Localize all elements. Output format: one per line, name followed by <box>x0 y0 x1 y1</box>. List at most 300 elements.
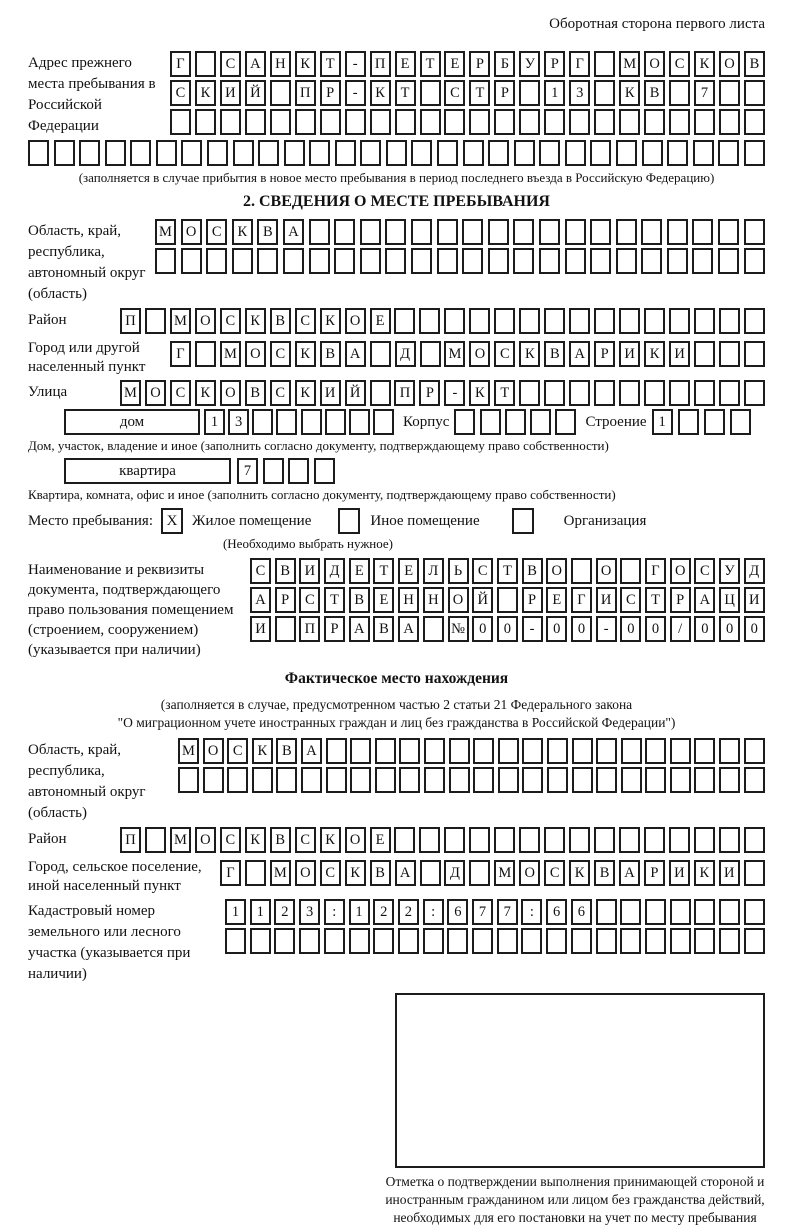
char-cell[interactable]: 0 <box>497 616 518 642</box>
char-cell[interactable] <box>399 738 420 764</box>
char-cell[interactable] <box>514 140 535 166</box>
char-cell[interactable]: В <box>275 558 296 584</box>
char-cell[interactable]: О <box>345 827 366 853</box>
char-cell[interactable] <box>195 341 216 367</box>
char-cell[interactable]: С <box>472 558 493 584</box>
char-cell[interactable] <box>555 409 576 435</box>
char-cell[interactable] <box>547 767 568 793</box>
char-cell[interactable]: М <box>270 860 291 886</box>
char-cell[interactable] <box>594 109 615 135</box>
document-row-2[interactable] <box>250 587 765 613</box>
char-cell[interactable]: Й <box>472 587 493 613</box>
char-cell[interactable] <box>669 80 690 106</box>
char-cell[interactable] <box>181 248 202 274</box>
char-cell[interactable]: / <box>670 616 691 642</box>
char-cell[interactable] <box>644 109 665 135</box>
char-cell[interactable] <box>334 248 355 274</box>
char-cell[interactable] <box>335 140 356 166</box>
char-cell[interactable]: Д <box>444 860 465 886</box>
char-cell[interactable] <box>619 380 640 406</box>
char-cell[interactable] <box>571 928 592 954</box>
char-cell[interactable] <box>295 109 316 135</box>
char-cell[interactable] <box>719 80 740 106</box>
char-cell[interactable] <box>519 80 540 106</box>
raion-row[interactable] <box>120 308 765 334</box>
char-cell[interactable] <box>644 308 665 334</box>
char-cell[interactable] <box>719 899 740 925</box>
char-cell[interactable] <box>227 767 248 793</box>
char-cell[interactable]: М <box>619 51 640 77</box>
char-cell[interactable]: Д <box>744 558 765 584</box>
char-cell[interactable]: В <box>270 827 291 853</box>
char-cell[interactable]: К <box>252 738 273 764</box>
char-cell[interactable]: О <box>345 308 366 334</box>
char-cell[interactable] <box>744 308 765 334</box>
char-cell[interactable]: В <box>373 616 394 642</box>
char-cell[interactable] <box>320 109 341 135</box>
char-cell[interactable]: А <box>283 219 304 245</box>
char-cell[interactable] <box>454 409 475 435</box>
char-cell[interactable] <box>730 409 751 435</box>
char-cell[interactable] <box>155 248 176 274</box>
checkbox-zhiloe[interactable] <box>161 508 183 534</box>
char-cell[interactable] <box>411 219 432 245</box>
char-cell[interactable]: К <box>370 80 391 106</box>
char-cell[interactable] <box>594 380 615 406</box>
char-cell[interactable]: 0 <box>571 616 592 642</box>
char-cell[interactable] <box>463 140 484 166</box>
char-cell[interactable] <box>385 248 406 274</box>
char-cell[interactable] <box>373 409 394 435</box>
oblast-row-2[interactable] <box>155 248 765 274</box>
char-cell[interactable]: В <box>349 587 370 613</box>
char-cell[interactable] <box>309 248 330 274</box>
fact-oblast-row-2[interactable] <box>178 767 765 793</box>
char-cell[interactable]: Р <box>522 587 543 613</box>
char-cell[interactable]: Г <box>645 558 666 584</box>
char-cell[interactable]: 1 <box>225 899 246 925</box>
char-cell[interactable] <box>539 219 560 245</box>
char-cell[interactable]: А <box>301 738 322 764</box>
char-cell[interactable]: О <box>203 738 224 764</box>
char-cell[interactable] <box>257 248 278 274</box>
char-cell[interactable] <box>594 827 615 853</box>
char-cell[interactable] <box>360 219 381 245</box>
char-cell[interactable] <box>692 248 713 274</box>
char-cell[interactable]: К <box>195 80 216 106</box>
char-cell[interactable] <box>473 738 494 764</box>
char-cell[interactable] <box>670 767 691 793</box>
char-cell[interactable] <box>274 928 295 954</box>
char-cell[interactable]: С <box>320 860 341 886</box>
char-cell[interactable] <box>544 380 565 406</box>
char-cell[interactable] <box>419 827 440 853</box>
char-cell[interactable]: Г <box>571 587 592 613</box>
char-cell[interactable] <box>156 140 177 166</box>
char-cell[interactable]: 2 <box>398 899 419 925</box>
char-cell[interactable]: К <box>232 219 253 245</box>
char-cell[interactable]: Е <box>349 558 370 584</box>
char-cell[interactable]: К <box>469 380 490 406</box>
char-cell[interactable] <box>519 308 540 334</box>
char-cell[interactable] <box>473 767 494 793</box>
char-cell[interactable]: П <box>394 380 415 406</box>
char-cell[interactable] <box>309 140 330 166</box>
char-cell[interactable]: О <box>644 51 665 77</box>
char-cell[interactable] <box>263 458 284 484</box>
char-cell[interactable] <box>424 767 445 793</box>
char-cell[interactable]: М <box>120 380 141 406</box>
char-cell[interactable]: И <box>719 860 740 886</box>
char-cell[interactable]: Т <box>645 587 666 613</box>
char-cell[interactable] <box>334 219 355 245</box>
char-cell[interactable]: № <box>448 616 469 642</box>
char-cell[interactable]: С <box>270 341 291 367</box>
char-cell[interactable]: Т <box>395 80 416 106</box>
char-cell[interactable] <box>349 928 370 954</box>
char-cell[interactable] <box>571 558 592 584</box>
char-cell[interactable] <box>522 767 543 793</box>
char-cell[interactable] <box>569 827 590 853</box>
char-cell[interactable] <box>692 219 713 245</box>
char-cell[interactable] <box>569 109 590 135</box>
char-cell[interactable] <box>546 928 567 954</box>
char-cell[interactable] <box>276 409 297 435</box>
char-cell[interactable] <box>398 928 419 954</box>
char-cell[interactable]: О <box>719 51 740 77</box>
char-cell[interactable]: Т <box>469 80 490 106</box>
char-cell[interactable] <box>744 109 765 135</box>
char-cell[interactable] <box>437 248 458 274</box>
char-cell[interactable]: М <box>220 341 241 367</box>
char-cell[interactable]: С <box>494 341 515 367</box>
char-cell[interactable] <box>744 140 765 166</box>
char-cell[interactable] <box>669 109 690 135</box>
char-cell[interactable]: 3 <box>569 80 590 106</box>
char-cell[interactable] <box>497 928 518 954</box>
char-cell[interactable] <box>565 140 586 166</box>
char-cell[interactable] <box>645 928 666 954</box>
char-cell[interactable] <box>513 248 534 274</box>
char-cell[interactable]: Н <box>423 587 444 613</box>
char-cell[interactable] <box>252 409 273 435</box>
char-cell[interactable]: 0 <box>694 616 715 642</box>
char-cell[interactable] <box>469 308 490 334</box>
char-cell[interactable] <box>565 248 586 274</box>
char-cell[interactable]: М <box>444 341 465 367</box>
char-cell[interactable]: И <box>669 860 690 886</box>
char-cell[interactable] <box>744 899 765 925</box>
char-cell[interactable] <box>252 767 273 793</box>
char-cell[interactable] <box>719 109 740 135</box>
char-cell[interactable] <box>360 140 381 166</box>
char-cell[interactable] <box>207 140 228 166</box>
char-cell[interactable] <box>669 308 690 334</box>
char-cell[interactable]: О <box>295 860 316 886</box>
char-cell[interactable] <box>283 248 304 274</box>
char-cell[interactable] <box>569 380 590 406</box>
char-cell[interactable]: 6 <box>447 899 468 925</box>
char-cell[interactable]: С <box>620 587 641 613</box>
char-cell[interactable]: Р <box>494 80 515 106</box>
char-cell[interactable]: Е <box>370 308 391 334</box>
char-cell[interactable]: Р <box>469 51 490 77</box>
char-cell[interactable]: 1 <box>652 409 673 435</box>
char-cell[interactable] <box>324 928 345 954</box>
char-cell[interactable] <box>79 140 100 166</box>
char-cell[interactable] <box>565 219 586 245</box>
char-cell[interactable]: И <box>619 341 640 367</box>
char-cell[interactable] <box>620 558 641 584</box>
char-cell[interactable]: У <box>719 558 740 584</box>
char-cell[interactable] <box>744 738 765 764</box>
char-cell[interactable]: Г <box>170 51 191 77</box>
char-cell[interactable]: Й <box>245 80 266 106</box>
char-cell[interactable] <box>645 738 666 764</box>
char-cell[interactable]: С <box>206 219 227 245</box>
char-cell[interactable]: К <box>694 51 715 77</box>
dom-cells[interactable] <box>204 409 394 435</box>
char-cell[interactable] <box>497 587 518 613</box>
char-cell[interactable] <box>195 109 216 135</box>
char-cell[interactable]: А <box>398 616 419 642</box>
char-cell[interactable]: В <box>744 51 765 77</box>
char-cell[interactable]: В <box>320 341 341 367</box>
prev-address-row-3[interactable] <box>170 109 765 135</box>
char-cell[interactable] <box>641 248 662 274</box>
char-cell[interactable] <box>233 140 254 166</box>
char-cell[interactable] <box>301 767 322 793</box>
char-cell[interactable] <box>494 109 515 135</box>
char-cell[interactable] <box>719 767 740 793</box>
char-cell[interactable] <box>181 140 202 166</box>
char-cell[interactable] <box>325 409 346 435</box>
char-cell[interactable] <box>488 219 509 245</box>
char-cell[interactable] <box>620 899 641 925</box>
char-cell[interactable] <box>642 140 663 166</box>
char-cell[interactable]: А <box>245 51 266 77</box>
char-cell[interactable] <box>301 409 322 435</box>
kvartira-cells[interactable] <box>237 458 335 484</box>
char-cell[interactable]: В <box>257 219 278 245</box>
char-cell[interactable] <box>547 738 568 764</box>
char-cell[interactable] <box>645 899 666 925</box>
char-cell[interactable] <box>220 109 241 135</box>
char-cell[interactable]: Т <box>420 51 441 77</box>
char-cell[interactable]: М <box>155 219 176 245</box>
char-cell[interactable] <box>462 219 483 245</box>
char-cell[interactable]: - <box>345 51 366 77</box>
char-cell[interactable] <box>539 140 560 166</box>
char-cell[interactable]: С <box>669 51 690 77</box>
char-cell[interactable]: О <box>546 558 567 584</box>
char-cell[interactable] <box>225 928 246 954</box>
char-cell[interactable] <box>288 458 309 484</box>
char-cell[interactable]: К <box>569 860 590 886</box>
char-cell[interactable]: 0 <box>744 616 765 642</box>
char-cell[interactable] <box>494 827 515 853</box>
char-cell[interactable] <box>590 219 611 245</box>
char-cell[interactable]: Е <box>395 51 416 77</box>
char-cell[interactable]: К <box>644 341 665 367</box>
char-cell[interactable] <box>498 738 519 764</box>
kadastr-row-1[interactable] <box>225 899 765 925</box>
char-cell[interactable]: 7 <box>694 80 715 106</box>
char-cell[interactable] <box>472 928 493 954</box>
char-cell[interactable] <box>678 409 699 435</box>
char-cell[interactable] <box>596 738 617 764</box>
char-cell[interactable]: П <box>299 616 320 642</box>
char-cell[interactable]: 7 <box>497 899 518 925</box>
char-cell[interactable]: И <box>669 341 690 367</box>
char-cell[interactable]: С <box>295 827 316 853</box>
char-cell[interactable]: 1 <box>250 899 271 925</box>
char-cell[interactable]: В <box>522 558 543 584</box>
char-cell[interactable] <box>644 827 665 853</box>
char-cell[interactable] <box>420 341 441 367</box>
char-cell[interactable]: П <box>295 80 316 106</box>
char-cell[interactable]: 7 <box>472 899 493 925</box>
char-cell[interactable]: М <box>494 860 515 886</box>
char-cell[interactable] <box>667 140 688 166</box>
char-cell[interactable]: М <box>178 738 199 764</box>
char-cell[interactable]: 2 <box>373 899 394 925</box>
char-cell[interactable] <box>370 109 391 135</box>
char-cell[interactable] <box>411 248 432 274</box>
char-cell[interactable] <box>596 899 617 925</box>
char-cell[interactable]: С <box>220 308 241 334</box>
char-cell[interactable] <box>719 380 740 406</box>
char-cell[interactable]: О <box>145 380 166 406</box>
gorod-row[interactable] <box>170 341 765 367</box>
char-cell[interactable] <box>621 767 642 793</box>
kadastr-row-2[interactable] <box>225 928 765 954</box>
char-cell[interactable]: О <box>220 380 241 406</box>
char-cell[interactable] <box>694 109 715 135</box>
char-cell[interactable] <box>590 140 611 166</box>
char-cell[interactable] <box>744 827 765 853</box>
char-cell[interactable] <box>667 248 688 274</box>
char-cell[interactable] <box>469 860 490 886</box>
char-cell[interactable] <box>594 80 615 106</box>
fact-raion-row[interactable] <box>120 827 765 853</box>
char-cell[interactable] <box>54 140 75 166</box>
prev-address-row-4[interactable] <box>28 140 765 166</box>
char-cell[interactable]: С <box>170 80 191 106</box>
char-cell[interactable] <box>423 616 444 642</box>
char-cell[interactable] <box>170 109 191 135</box>
char-cell[interactable]: Г <box>569 51 590 77</box>
char-cell[interactable] <box>521 928 542 954</box>
char-cell[interactable] <box>498 767 519 793</box>
char-cell[interactable] <box>505 409 526 435</box>
char-cell[interactable] <box>544 827 565 853</box>
char-cell[interactable] <box>718 140 739 166</box>
char-cell[interactable] <box>449 738 470 764</box>
char-cell[interactable]: А <box>395 860 416 886</box>
char-cell[interactable]: Р <box>320 80 341 106</box>
char-cell[interactable]: - <box>522 616 543 642</box>
char-cell[interactable] <box>420 860 441 886</box>
char-cell[interactable] <box>437 219 458 245</box>
char-cell[interactable] <box>245 109 266 135</box>
char-cell[interactable]: О <box>195 308 216 334</box>
char-cell[interactable] <box>519 380 540 406</box>
char-cell[interactable] <box>195 51 216 77</box>
char-cell[interactable] <box>645 767 666 793</box>
char-cell[interactable]: С <box>170 380 191 406</box>
char-cell[interactable]: Й <box>345 380 366 406</box>
char-cell[interactable] <box>350 738 371 764</box>
char-cell[interactable] <box>694 380 715 406</box>
char-cell[interactable]: М <box>170 827 191 853</box>
char-cell[interactable] <box>394 308 415 334</box>
char-cell[interactable] <box>395 109 416 135</box>
korpus-cells[interactable] <box>454 409 576 435</box>
char-cell[interactable] <box>420 80 441 106</box>
char-cell[interactable] <box>419 308 440 334</box>
char-cell[interactable] <box>203 767 224 793</box>
char-cell[interactable]: А <box>694 587 715 613</box>
char-cell[interactable]: О <box>519 860 540 886</box>
prev-address-row-1[interactable] <box>170 51 765 77</box>
char-cell[interactable] <box>284 140 305 166</box>
char-cell[interactable]: Н <box>270 51 291 77</box>
char-cell[interactable] <box>669 827 690 853</box>
char-cell[interactable] <box>449 767 470 793</box>
char-cell[interactable]: А <box>569 341 590 367</box>
char-cell[interactable] <box>744 80 765 106</box>
char-cell[interactable] <box>105 140 126 166</box>
char-cell[interactable] <box>462 248 483 274</box>
ulitsa-row[interactable] <box>120 380 765 406</box>
char-cell[interactable] <box>644 380 665 406</box>
char-cell[interactable] <box>694 308 715 334</box>
char-cell[interactable]: И <box>250 616 271 642</box>
char-cell[interactable]: К <box>345 860 366 886</box>
char-cell[interactable]: В <box>544 341 565 367</box>
char-cell[interactable]: Д <box>324 558 345 584</box>
char-cell[interactable] <box>620 928 641 954</box>
char-cell[interactable] <box>444 827 465 853</box>
char-cell[interactable]: В <box>594 860 615 886</box>
char-cell[interactable] <box>522 738 543 764</box>
char-cell[interactable]: 1 <box>204 409 225 435</box>
char-cell[interactable] <box>373 928 394 954</box>
checkbox-inoe[interactable] <box>338 508 360 534</box>
char-cell[interactable]: И <box>320 380 341 406</box>
char-cell[interactable] <box>411 140 432 166</box>
char-cell[interactable] <box>519 109 540 135</box>
char-cell[interactable] <box>275 616 296 642</box>
char-cell[interactable] <box>694 928 715 954</box>
char-cell[interactable]: Р <box>324 616 345 642</box>
char-cell[interactable] <box>245 860 266 886</box>
char-cell[interactable]: В <box>370 860 391 886</box>
char-cell[interactable]: О <box>245 341 266 367</box>
char-cell[interactable] <box>480 409 501 435</box>
char-cell[interactable] <box>544 109 565 135</box>
prev-address-row-2[interactable] <box>170 80 765 106</box>
char-cell[interactable] <box>596 767 617 793</box>
char-cell[interactable] <box>258 140 279 166</box>
char-cell[interactable] <box>744 341 765 367</box>
char-cell[interactable]: А <box>349 616 370 642</box>
char-cell[interactable] <box>488 140 509 166</box>
char-cell[interactable]: С <box>220 51 241 77</box>
char-cell[interactable]: В <box>276 738 297 764</box>
char-cell[interactable]: Т <box>320 51 341 77</box>
